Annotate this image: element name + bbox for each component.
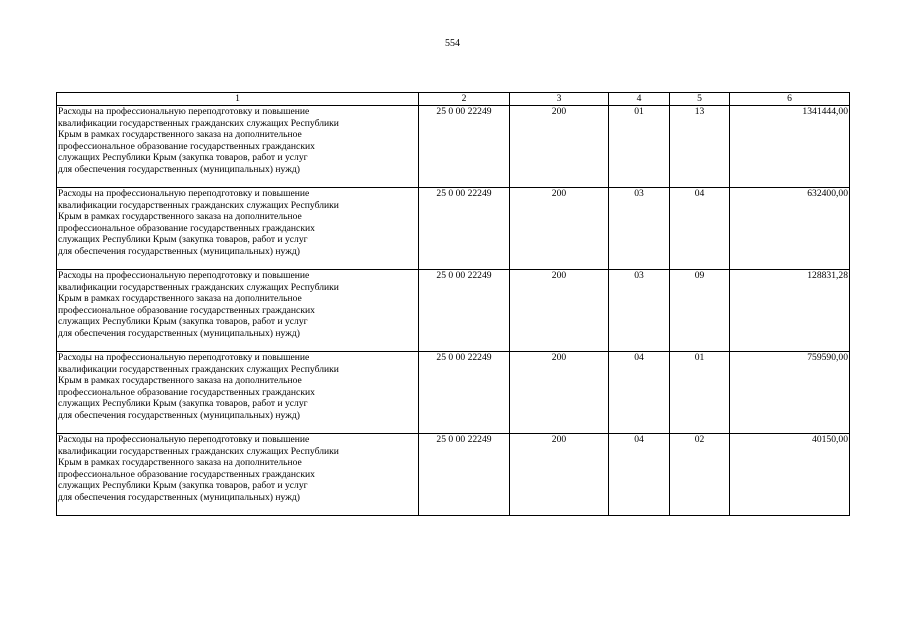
amount: 128831,28 — [730, 270, 850, 352]
expense-type: 200 — [510, 352, 609, 434]
subsection-code: 01 — [670, 352, 730, 434]
column-header-5: 5 — [670, 93, 730, 106]
page-number: 554 — [445, 38, 460, 49]
description-line: профессиональное образование государственных гражданских — [58, 468, 315, 480]
budget-code: 25 0 00 22249 — [419, 106, 510, 188]
description-line: служащих Республики Крым (закупка товаров, работ и услуг — [58, 398, 308, 410]
description-line: профессиональное образование государственных гражданских — [58, 304, 315, 316]
section-code: 04 — [609, 352, 670, 434]
column-header-2: 2 — [419, 93, 510, 106]
amount: 759590,00 — [730, 352, 850, 434]
description-line: Расходы на профессиональную переподготовку и повышение — [58, 352, 310, 363]
description-line: для обеспечения государственных (муниципальных) нужд) — [58, 327, 300, 339]
expense-type: 200 — [510, 434, 609, 516]
description-line: служащих Республики Крым (закупка товаров, работ и услуг — [58, 480, 308, 492]
description-line: Крым в рамках государственного заказа на дополнительное — [58, 211, 302, 223]
description-line: Крым в рамках государственного заказа на дополнительное — [58, 293, 302, 305]
description-line: квалификации государственных гражданских служащих Республики — [58, 199, 339, 211]
amount: 632400,00 — [730, 188, 850, 270]
description-line: квалификации государственных гражданских служащих Республики — [58, 281, 339, 293]
row-description — [57, 106, 419, 188]
description-line: профессиональное образование государственных гражданских — [58, 386, 315, 398]
row-description — [57, 188, 419, 270]
expense-type: 200 — [510, 106, 609, 188]
expense-type: 200 — [510, 270, 609, 352]
section-code: 04 — [609, 434, 670, 516]
table-row — [57, 106, 850, 188]
description-line: Крым в рамках государственного заказа на дополнительное — [58, 457, 302, 469]
description-line: Расходы на профессиональную переподготовку и повышение — [58, 270, 310, 281]
column-header-1: 1 — [57, 93, 419, 106]
subsection-code: 13 — [670, 106, 730, 188]
description-line: для обеспечения государственных (муниципальных) нужд) — [58, 491, 300, 503]
table-header-row — [57, 93, 850, 106]
description-line: квалификации государственных гражданских служащих Республики — [58, 445, 339, 457]
row-description — [57, 434, 419, 516]
expense-type: 200 — [510, 188, 609, 270]
budget-code: 25 0 00 22249 — [419, 434, 510, 516]
description-line: профессиональное образование государственных гражданских — [58, 140, 315, 152]
description-line: Расходы на профессиональную переподготовку и повышение — [58, 434, 310, 445]
column-header-6: 6 — [730, 93, 850, 106]
subsection-code: 04 — [670, 188, 730, 270]
amount: 40150,00 — [730, 434, 850, 516]
amount: 1341444,00 — [730, 106, 850, 188]
description-line: для обеспечения государственных (муниципальных) нужд) — [58, 245, 300, 257]
column-header-4: 4 — [609, 93, 670, 106]
section-code: 03 — [609, 188, 670, 270]
description-line: Крым в рамках государственного заказа на дополнительное — [58, 129, 302, 141]
description-line: служащих Республики Крым (закупка товаров, работ и услуг — [58, 234, 308, 246]
section-code: 01 — [609, 106, 670, 188]
subsection-code: 09 — [670, 270, 730, 352]
subsection-code: 02 — [670, 434, 730, 516]
description-line: профессиональное образование государственных гражданских — [58, 222, 315, 234]
table-row — [57, 434, 850, 516]
description-line: Расходы на профессиональную переподготовку и повышение — [58, 106, 310, 117]
description-line: служащих Республики Крым (закупка товаров, работ и услуг — [58, 152, 308, 164]
description-line: квалификации государственных гражданских служащих Республики — [58, 117, 339, 129]
description-line: для обеспечения государственных (муниципальных) нужд) — [58, 163, 300, 175]
table-row — [57, 270, 850, 352]
budget-code: 25 0 00 22249 — [419, 352, 510, 434]
budget-code: 25 0 00 22249 — [419, 188, 510, 270]
section-code: 03 — [609, 270, 670, 352]
description-line: Крым в рамках государственного заказа на дополнительное — [58, 375, 302, 387]
description-line: квалификации государственных гражданских служащих Республики — [58, 363, 339, 375]
budget-table — [56, 92, 850, 516]
column-header-3: 3 — [510, 93, 609, 106]
description-line: Расходы на профессиональную переподготовку и повышение — [58, 188, 310, 199]
row-description — [57, 270, 419, 352]
row-description — [57, 352, 419, 434]
table-row — [57, 188, 850, 270]
description-line: служащих Республики Крым (закупка товаров, работ и услуг — [58, 316, 308, 328]
description-line: для обеспечения государственных (муниципальных) нужд) — [58, 409, 300, 421]
budget-code: 25 0 00 22249 — [419, 270, 510, 352]
table-row — [57, 352, 850, 434]
